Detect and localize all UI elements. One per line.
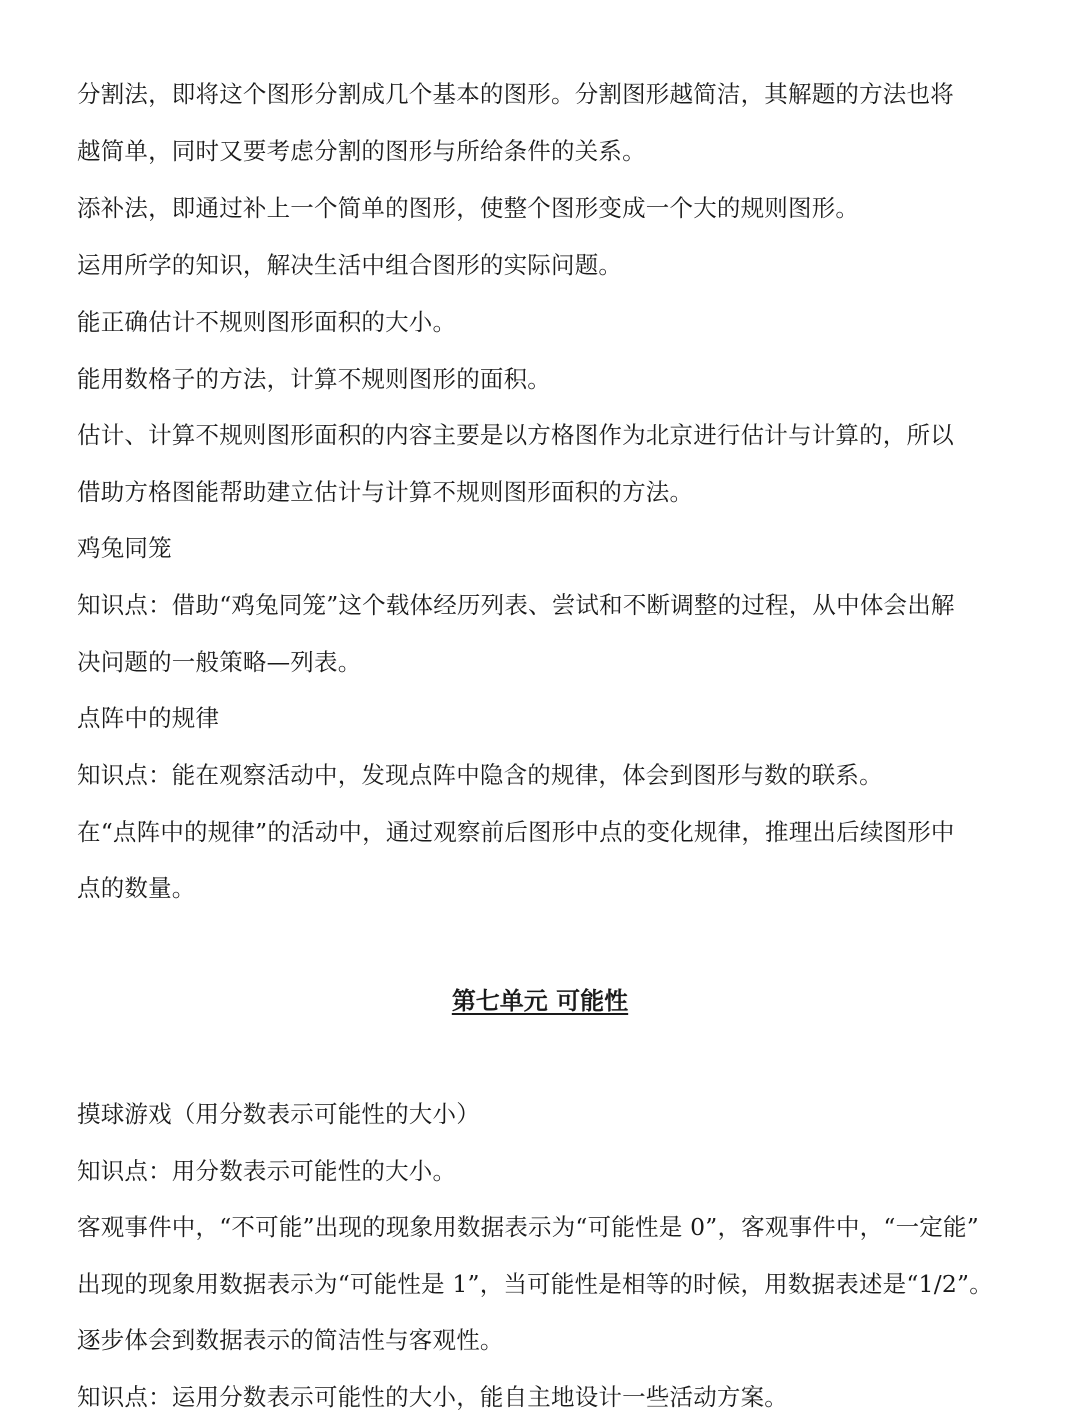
text-line: 在“点阵中的规律”的活动中，通过观察前后图形中点的变化规律，推理出后续图形中 [77, 818, 955, 846]
text-line: 能用数格子的方法，计算不规则图形的面积。 [77, 365, 551, 393]
text-line: 分割法，即将这个图形分割成几个基本的图形。分割图形越简洁，其解题的方法也将 [77, 80, 954, 108]
text-line: 运用所学的知识，解决生活中组合图形的实际问题。 [77, 251, 623, 279]
subsection-title: 鸡兔同笼 [77, 534, 172, 562]
text-line: 知识点：运用分数表示可能性的大小，能自主地设计一些活动方案。 [77, 1383, 788, 1411]
text-line: 知识点：能在观察活动中，发现点阵中隐含的规律，体会到图形与数的联系。 [77, 761, 883, 789]
unit-heading-text: 第七单元 可能性 [451, 987, 629, 1015]
text-line: 点的数量。 [77, 874, 196, 902]
unit-heading [0, 986, 1080, 1016]
text-line: 知识点：用分数表示可能性的大小。 [77, 1157, 457, 1185]
text-line: 决问题的一般策略—列表。 [77, 648, 362, 676]
subsection-title: 摸球游戏（用分数表示可能性的大小） [77, 1100, 480, 1128]
text-line: 知识点：借助“鸡兔同笼”这个载体经历列表、尝试和不断调整的过程，从中体会出解 [77, 591, 955, 619]
subsection-title: 点阵中的规律 [77, 704, 220, 732]
text-line: 能正确估计不规则图形面积的大小。 [77, 308, 457, 336]
text-line: 添补法，即通过补上一个简单的图形，使整个图形变成一个大的规则图形。 [77, 194, 860, 222]
text-line: 出现的现象用数据表示为“可能性是 1”，当可能性是相等的时候，用数据表述是“1/2”。 [77, 1270, 993, 1298]
text-line: 越简单，同时又要考虑分割的图形与所给条件的关系。 [77, 137, 646, 165]
text-line: 逐步体会到数据表示的简洁性与客观性。 [77, 1326, 504, 1354]
text-line: 客观事件中，“不可能”出现的现象用数据表示为“可能性是 0”，客观事件中，“一定能” [77, 1213, 979, 1241]
text-line: 借助方格图能帮助建立估计与计算不规则图形面积的方法。 [77, 478, 694, 506]
text-line: 估计、计算不规则图形面积的内容主要是以方格图作为北京进行估计与计算的，所以 [77, 421, 954, 449]
